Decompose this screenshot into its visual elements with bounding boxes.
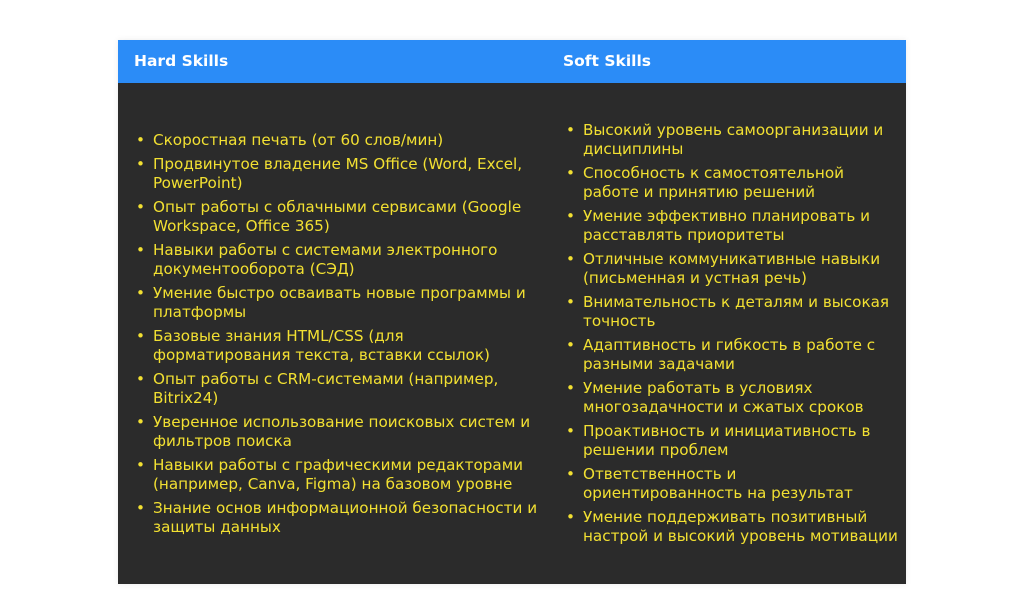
- bullet-icon: •: [136, 369, 145, 388]
- list-item: [564, 207, 900, 245]
- bullet-icon: •: [566, 465, 575, 483]
- bullet-icon: •: [566, 379, 575, 397]
- list-item-text: Навыки работы с системами электронного документооборота (СЭД): [153, 240, 498, 278]
- soft-skills-list: [564, 121, 900, 546]
- bullet-icon: •: [136, 197, 145, 216]
- list-item: [134, 499, 540, 537]
- bullet-icon: •: [136, 130, 145, 149]
- list-item: [134, 413, 540, 451]
- list-item-text: Внимательность к деталям и высокая точность: [583, 293, 890, 330]
- list-item-text: Опыт работы с CRM-системами (например, Bitrix24): [153, 369, 499, 407]
- bullet-icon: •: [136, 498, 145, 517]
- bullet-icon: •: [136, 455, 145, 474]
- list-item: [134, 131, 540, 150]
- list-item-text: Умение эффективно планировать и расставлять приоритеты: [583, 207, 870, 244]
- list-item-text: Навыки работы с графическими редакторами (например, Canva, Figma) на базовом уровне: [153, 455, 524, 493]
- list-item: [134, 456, 540, 494]
- list-item: [564, 422, 900, 460]
- bullet-icon: •: [566, 164, 575, 182]
- list-item: [564, 293, 900, 331]
- list-item: [134, 241, 540, 279]
- bullet-icon: •: [136, 154, 145, 173]
- list-item-text: Адаптивность и гибкость в работе с разными задачами: [583, 336, 876, 373]
- list-item-text: Высокий уровень самоорганизации и дисциплины: [583, 121, 884, 158]
- list-item: [564, 164, 900, 202]
- list-item-text: Умение поддерживать позитивный настрой и высокий уровень мотивации: [583, 508, 898, 545]
- bullet-icon: •: [566, 293, 575, 311]
- list-item-text: Уверенное использование поисковых систем и фильтров поиска: [153, 412, 531, 450]
- bullet-icon: •: [566, 508, 575, 526]
- list-item-text: Знание основ информационной безопасности и защиты данных: [153, 498, 538, 536]
- bullet-icon: •: [136, 326, 145, 345]
- table-header: [118, 40, 906, 83]
- list-item-text: Проактивность и инициативность в решении проблем: [583, 422, 871, 459]
- table-body: [118, 83, 906, 584]
- list-item: [134, 370, 540, 408]
- list-item: [134, 198, 540, 236]
- list-item: [564, 250, 900, 288]
- list-item-text: Скоростная печать (от 60 слов/мин): [153, 130, 444, 149]
- bullet-icon: •: [566, 250, 575, 268]
- bullet-icon: •: [566, 336, 575, 354]
- hard-skills-list: [134, 131, 540, 537]
- list-item-text: Умение быстро осваивать новые программы и платформы: [153, 283, 526, 321]
- soft-skills-heading: Soft Skills: [563, 52, 651, 70]
- list-item: [564, 121, 900, 159]
- bullet-icon: •: [566, 422, 575, 440]
- list-item-text: Ответственность и ориентированность на результат: [583, 465, 853, 502]
- list-item: [134, 284, 540, 322]
- list-item-text: Отличные коммуникативные навыки (письменная и устная речь): [583, 250, 881, 287]
- list-item: [564, 508, 900, 546]
- hard-skills-heading: Hard Skills: [134, 52, 229, 70]
- list-item: [134, 327, 540, 365]
- list-item: [564, 336, 900, 374]
- skills-table: [118, 40, 906, 584]
- list-item: [134, 155, 540, 193]
- bullet-icon: •: [136, 283, 145, 302]
- list-item: [564, 465, 900, 503]
- list-item-text: Базовые знания HTML/CSS (для форматирования текста, вставки ссылок): [153, 326, 490, 364]
- hard-skills-column: [118, 83, 548, 584]
- bullet-icon: •: [136, 412, 145, 431]
- bullet-icon: •: [136, 240, 145, 259]
- list-item-text: Опыт работы с облачными сервисами (Google Workspace, Office 365): [153, 197, 522, 235]
- list-item: [564, 379, 900, 417]
- list-item-text: Продвинутое владение MS Office (Word, Excel, PowerPoint): [153, 154, 523, 192]
- list-item-text: Умение работать в условиях многозадачности и сжатых сроков: [583, 379, 864, 416]
- soft-skills-column: [548, 83, 906, 584]
- bullet-icon: •: [566, 207, 575, 225]
- list-item-text: Способность к самостоятельной работе и принятию решений: [583, 164, 845, 201]
- bullet-icon: •: [566, 121, 575, 139]
